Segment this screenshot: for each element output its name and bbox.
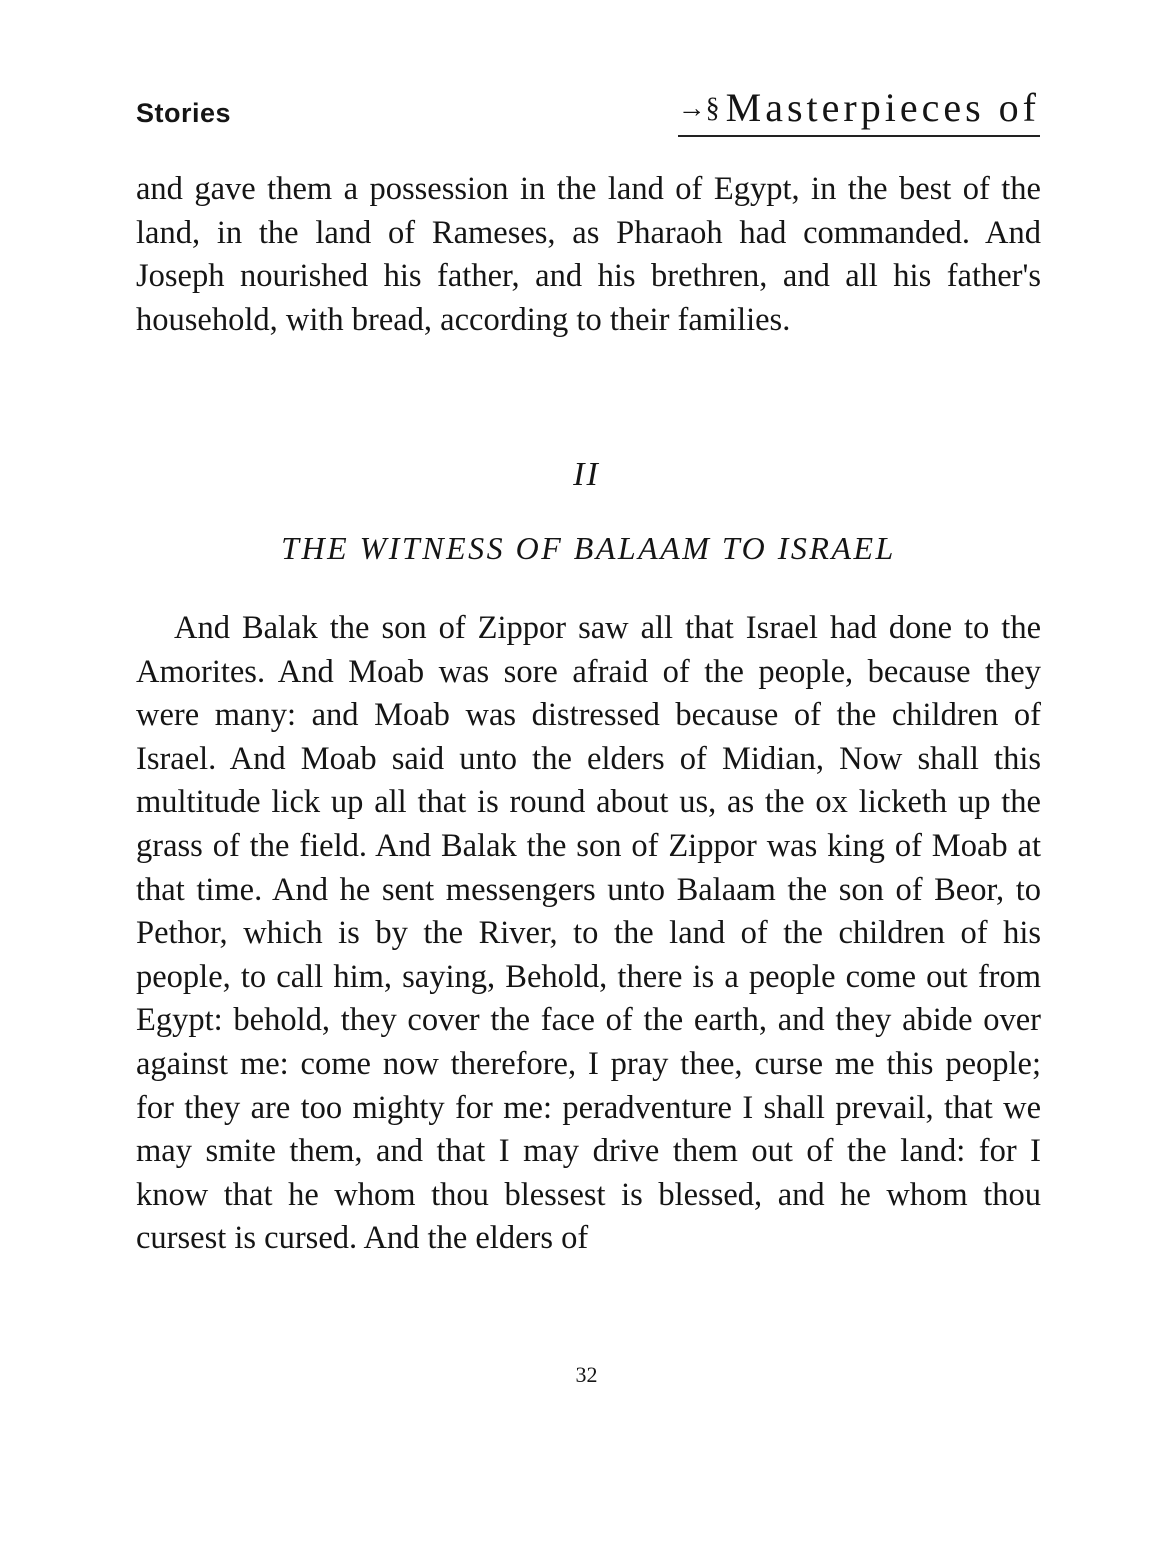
paragraph-continuation: and gave them a possession in the land of Egypt, in the best of the land, in the land of Rameses, as Pharaoh had commanded. And Joseph nourished his father, and his brethren, and all his father's household, with bread, according to their families. [136,171,1041,338]
section-number: II [573,456,600,493]
running-header-title: Masterpieces of [725,85,1040,130]
page-number: 32 [575,1362,598,1387]
running-header-right [678,84,1040,137]
section-title: THE WITNESS OF BALAAM TO ISRAEL [281,530,896,566]
ornament-icon: →§ [677,93,720,124]
running-header-left: Stories [136,98,232,128]
paragraph-section-start: And Balak the son of Zippor saw all that Israel had done to the Amorites. And Moab was sore afraid of the people, because they were many: and Moab was distressed because of the children of Israel. And Moab said unto the elders of Midian, Now shall this multitude lick up all that is round about us, as the ox licketh up the grass of the field. And Balak the son of Zippor was king of Moab at that time. And he sent messengers unto Balaam the son of Beor, to Pethor, which is by the River, to the land of the children of his people, to call him, saying, Behold, there is a people come out from Egypt: behold, they cover the face of the earth, and they abide over against me: come now therefore, I pray thee, curse me this people; for they are too mighty for me: peradventure I shall prevail, that we may smite them, and that I may drive them out of the land: for I know that he whom thou blessest is blessed, and he whom thou cursest is cursed. And the elders of [136,610,1041,1257]
